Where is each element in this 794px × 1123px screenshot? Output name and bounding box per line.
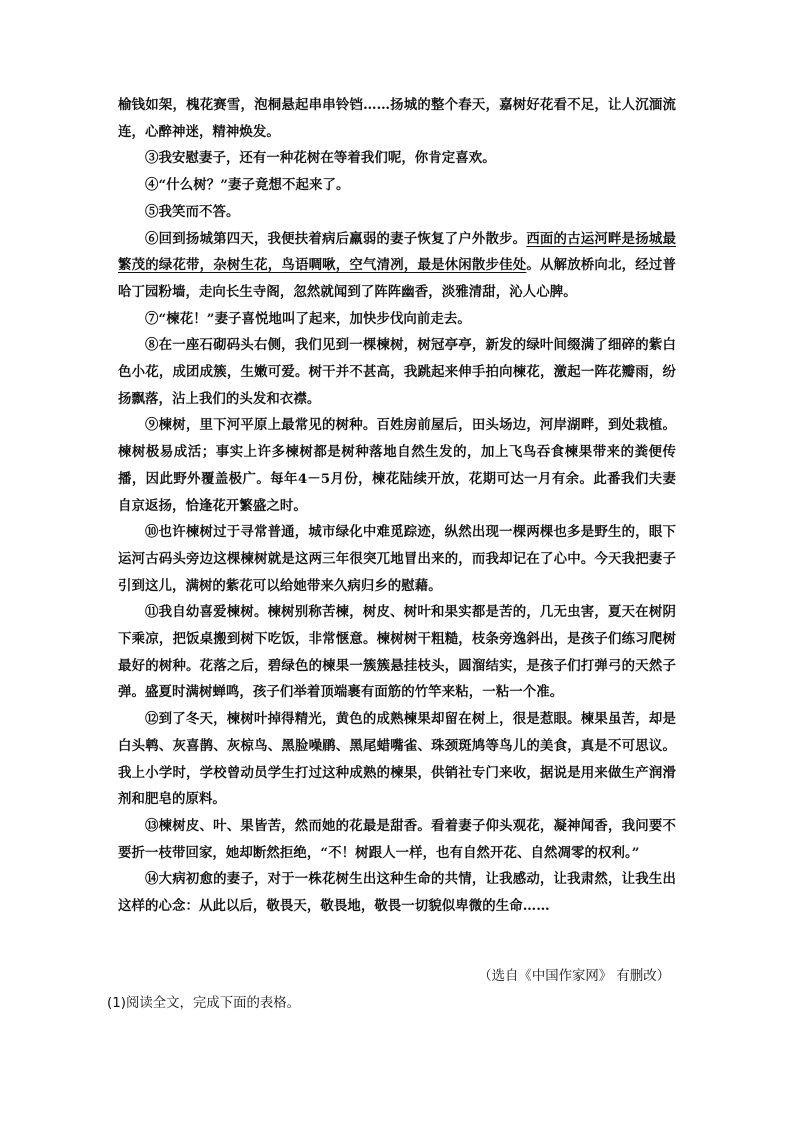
paragraph-4: ④“什么树？”妻子竟想不起来了。 bbox=[145, 177, 350, 194]
paragraph-11: ⑪我自幼喜爱楝树。楝树别称苦楝，树皮、树叶和果实都是苦的，几无虫害，夏天在树阴下乘凉，把饭桌搬到树下吃饭，非常惬意。楝树树干粗糙，枝条旁逸斜出，是孩子们练习爬树最好的树种。花落之后，碧绿色的楝果一簇簇悬挂枝头，圆溜结实，是孩子们打弹弓的天然子弹。盛夏时满树蝉鸣，孩子们举着顶端裹有面筋的竹竿来粘，一粘一个准。 bbox=[118, 604, 676, 701]
paragraph-12: ⑫到了冬天，楝树叶掉得精光，黄色的成熟楝果却留在树上，很是惹眼。楝果虽苦，却是白头鹎、灰喜鹊、灰椋鸟、黑脸噪鹛、黑尾蜡嘴雀、珠颈斑鸠等鸟儿的美食，真是不可思议。我上小学时，学校曾动员学生打过这种成熟的楝果，供销社专门来收，据说是用来做生产润滑剂和肥皂的原料。 bbox=[118, 711, 676, 808]
paragraph-3: ③我安慰妻子，还有一种花树在等着我们呢，你肯定喜欢。 bbox=[145, 150, 496, 167]
paragraph-6-start: ⑥回到扬城第四天，我便扶着病后羸弱的妻子恢复了户外散步。 bbox=[145, 230, 527, 247]
underlined-sentence: 西面的古运河畔是扬城最繁茂的绿花带，杂树生花，鸟语啁啾，空气清冽，最是休闲散步佳处 bbox=[118, 230, 676, 274]
paragraph-10: ⑩也许楝树过于寻常普通，城市绿化中难觅踪迹，纵然出现一棵两棵也多是野生的，眼下运河古码头旁边这棵楝树就是这两三年很突兀地冒出来的，而我却记在了心中。今天我把妻子引到这儿，满树的紫花可以给她带来久病归乡的慰藉。 bbox=[118, 524, 676, 594]
paragraph-7: ⑦“楝花！”妻子喜悦地叫了起来，加快步伐向前走去。 bbox=[145, 310, 471, 327]
paragraph-9: ⑨楝树，里下河平原上最常见的树种。百姓房前屋后，田头场边，河岸湖畔，到处栽植。楝树极易成活；事实上许多楝树都是树种落地自然生发的，加上飞鸟吞食楝果带来的粪便传播，因此野外覆盖极广。每年4－5月份，楝花陆续开放，花期可达一月有余。此番我们夫妻自京返扬，恰逢花开繁盛之时。 bbox=[118, 417, 676, 514]
article-body bbox=[118, 92, 676, 920]
question-1: (1)阅读全文，完成下面的表格。 bbox=[107, 996, 301, 1011]
source-citation: （选自《中国作家网》 有删改） bbox=[478, 969, 670, 984]
paragraph-14: ⑭大病初愈的妻子，对于一株花树生出这种生命的共情，让我感动，让我肃然，让我生出这样的心念：从此以后，敬畏天，敬畏地，敬畏一切貌似卑微的生命…… bbox=[118, 871, 676, 915]
paragraph-6-end: 。从解放桥向北，经过普哈丁园粉墙，走向长生寺阁，忽然就闻到了阵阵幽香，淡雅清甜，沁人心脾。 bbox=[118, 257, 676, 300]
paragraph-2-continued: 榆钱如架，槐花赛雪，泡桐悬起串串铃铛……扬城的整个春天，嘉树好花看不足，让人沉湎流连，心醉神迷，精神焕发。 bbox=[118, 97, 676, 140]
paragraph-6 bbox=[118, 226, 676, 306]
paragraph-8: ⑧在一座石砌码头右侧，我们见到一棵楝树，树冠亭亭，新发的绿叶间缀满了细碎的紫白色小花，成团成簇，生嫩可爱。树干并不甚高，我跳起来伸手拍向楝花，激起一阵花瓣雨，纷扬飘落，沾上我们的头发和衣襟。 bbox=[118, 337, 676, 407]
paragraph-5: ⑤我笑而不答。 bbox=[145, 203, 240, 220]
paragraph-13: ⑬楝树皮、叶、果皆苦，然而她的花最是甜香。看着妻子仰头观花，凝神闻香，我问要不要折一枝带回家，她却断然拒绝，“不！树跟人一样，也有自然开花、自然凋零的权利。” bbox=[118, 817, 676, 861]
